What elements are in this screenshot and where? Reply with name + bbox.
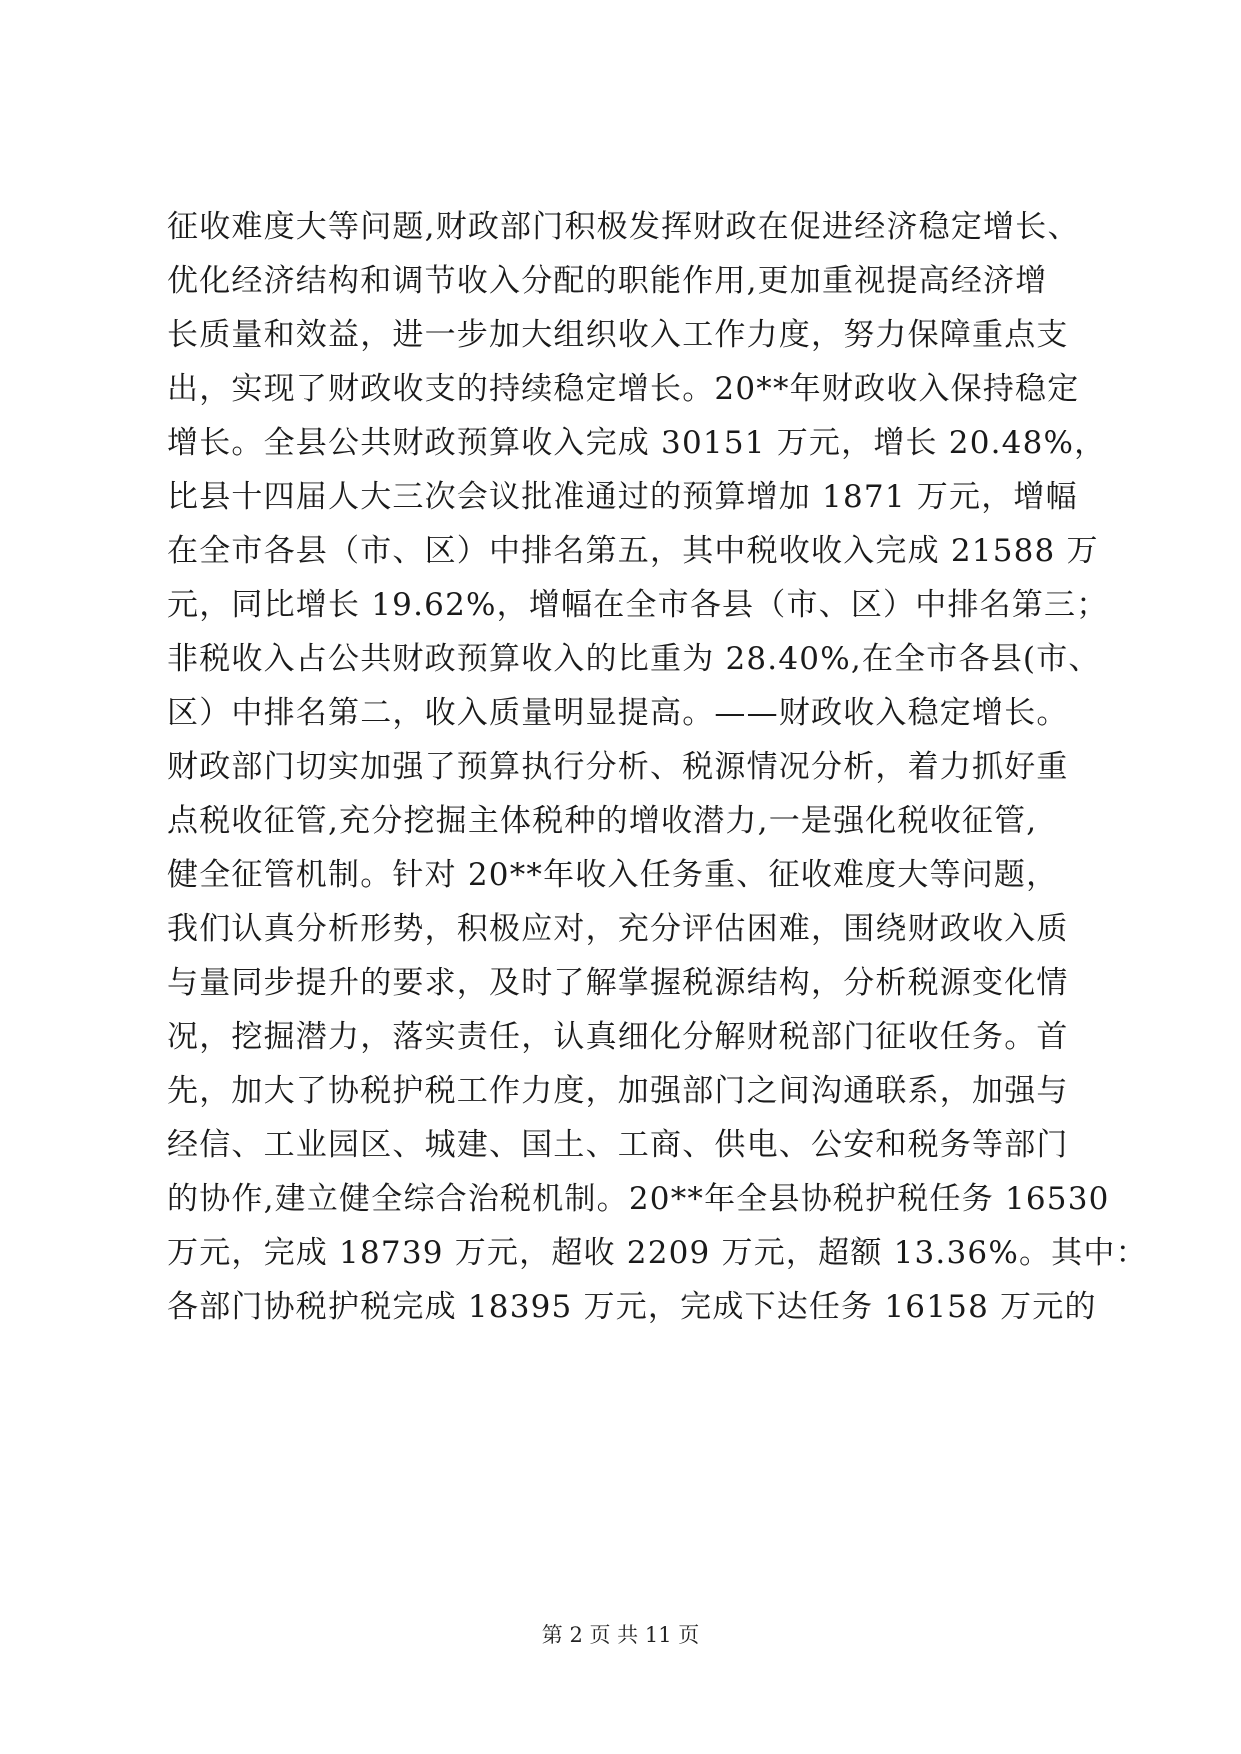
text-line: 点税收征管,充分挖掘主体税种的增收潜力,一是强化税收征管, — [167, 803, 1038, 839]
text-line: 与量同步提升的要求，及时了解掌握税源结构，分析税源变化情 — [167, 965, 1069, 1001]
text-line: 我们认真分析形势，积极应对，充分评估困难，围绕财政收入质 — [167, 911, 1069, 947]
text-line: 万元，完成 18739 万元，超收 2209 万元，超额 13.36%。其中： — [167, 1235, 1148, 1271]
text-line: 况，挖掘潜力，落实责任，认真细化分解财税部门征收任务。首 — [167, 1019, 1069, 1055]
page-number-label: 第 2 页 共 11 页 — [541, 1623, 700, 1647]
text-line: 征收难度大等问题,财政部门积极发挥财政在促进经济稳定增长、 — [167, 209, 1080, 245]
body-text — [167, 200, 1148, 1334]
text-line: 非税收入占公共财政预算收入的比重为 28.40%,在全市各县(市、 — [167, 641, 1101, 677]
text-line: 经信、工业园区、城建、国土、工商、供电、公安和税务等部门 — [167, 1127, 1069, 1163]
text-line: 先，加大了协税护税工作力度，加强部门之间沟通联系，加强与 — [167, 1073, 1069, 1109]
text-line: 各部门协税护税完成 18395 万元，完成下达任务 16158 万元的 — [167, 1289, 1097, 1325]
text-line: 长质量和效益，进一步加大组织收入工作力度，努力保障重点支 — [167, 317, 1069, 353]
text-line: 比县十四届人大三次会议批准通过的预算增加 1871 万元，增幅 — [167, 479, 1078, 515]
text-line: 在全市各县（市、区）中排名第五，其中税收收入完成 21588 万 — [167, 533, 1099, 569]
text-line: 优化经济结构和调节收入分配的职能作用,更加重视提高经济增 — [167, 263, 1048, 299]
text-line: 区）中排名第二，收入质量明显提高。——财政收入稳定增长。 — [167, 695, 1069, 731]
text-line: 财政部门切实加强了预算执行分析、税源情况分析，着力抓好重 — [167, 749, 1069, 785]
page-footer — [0, 1620, 1241, 1650]
text-line: 的协作,建立健全综合治税机制。20**年全县协税护税任务 16530 — [167, 1181, 1110, 1217]
text-line: 增长。全县公共财政预算收入完成 30151 万元，增长 20.48%， — [167, 425, 1107, 461]
text-line: 健全征管机制。针对 20**年收入任务重、征收难度大等问题， — [167, 857, 1059, 893]
text-line: 出，实现了财政收支的持续稳定增长。20**年财政收入保持稳定 — [167, 371, 1080, 407]
text-line: 元，同比增长 19.62%，增幅在全市各县（市、区）中排名第三； — [167, 587, 1109, 623]
